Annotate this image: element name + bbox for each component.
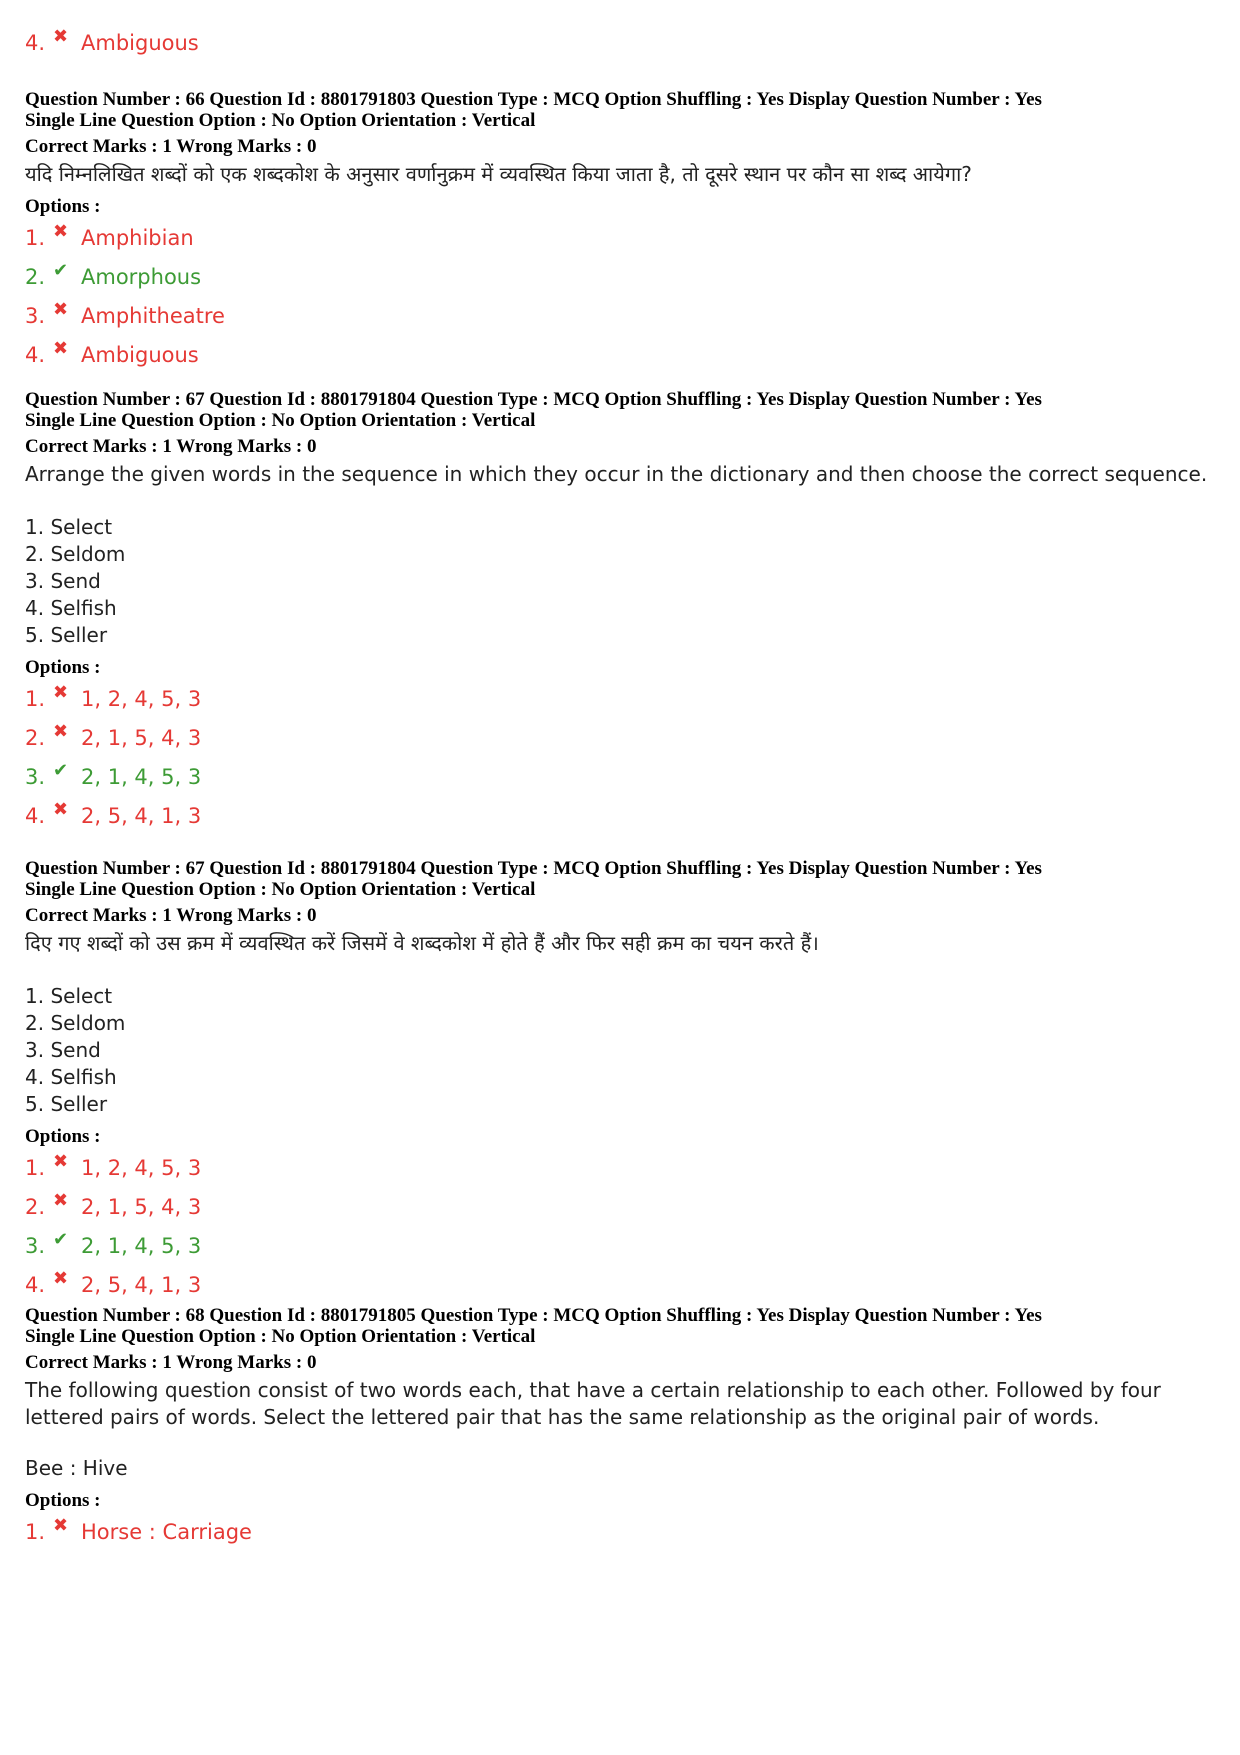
question-text: यदि निम्नलिखित शब्दों को एक शब्दकोश के अनुसार वर्णानुक्रम में व्यवस्थित किया जाता है, तो दूसरे स्थान पर कौन सा शब्द आयेगा? [25, 162, 972, 186]
cross-icon: ✖ [53, 1268, 69, 1289]
cross-icon: ✖ [53, 1151, 69, 1172]
options-label: Options : [25, 1490, 101, 1511]
question-meta-line: Question Number : 67 Question Id : 8801791804 Question Type : MCQ Option Shuffling : Yes Display Question Number : Yes [25, 858, 1042, 879]
option-text: Amorphous [81, 265, 202, 289]
word-list-item: 5. Seller [25, 623, 108, 647]
options-list [25, 1153, 1215, 1300]
cross-icon: ✖ [53, 682, 69, 703]
option-text: 2, 1, 4, 5, 3 [81, 765, 202, 789]
cross-icon: ✖ [53, 799, 69, 820]
option-item [25, 28, 199, 58]
options-label: Options : [25, 657, 101, 678]
question-block [25, 89, 1215, 379]
option-item [25, 723, 1215, 753]
option-item [25, 262, 1215, 292]
word-list-item: 3. Send [25, 1038, 101, 1062]
options-list [25, 684, 1215, 831]
option-number: 2. [25, 726, 46, 750]
cross-icon: ✖ [53, 721, 69, 742]
option-item [25, 1153, 1215, 1183]
option-item [25, 1192, 1215, 1222]
options-list [25, 223, 1215, 370]
marks-line: Correct Marks : 1 Wrong Marks : 0 [25, 905, 317, 926]
marks-line: Correct Marks : 1 Wrong Marks : 0 [25, 436, 317, 457]
option-number: 1. [25, 1520, 46, 1544]
options-label: Options : [25, 1126, 101, 1147]
word-list-item: 1. Select [25, 984, 113, 1008]
cross-icon: ✖ [53, 1190, 69, 1211]
question-block [25, 1305, 1215, 1556]
option-text: Ambiguous [81, 31, 199, 55]
option-number: 4. [25, 31, 46, 55]
word-list-item: 1. Select [25, 515, 113, 539]
check-icon: ✔ [53, 1229, 69, 1250]
check-icon: ✔ [53, 260, 69, 281]
cross-icon: ✖ [53, 26, 69, 47]
question-meta-line: Single Line Question Option : No Option Orientation : Vertical [25, 410, 536, 431]
question-meta-line: Question Number : 68 Question Id : 8801791805 Question Type : MCQ Option Shuffling : Yes Display Question Number : Yes [25, 1305, 1042, 1326]
question-meta-line: Question Number : 66 Question Id : 8801791803 Question Type : MCQ Option Shuffling : Yes Display Question Number : Yes [25, 89, 1042, 110]
option-text: 1, 2, 4, 5, 3 [81, 687, 202, 711]
option-number: 4. [25, 804, 46, 828]
option-text: Amphibian [81, 226, 194, 250]
word-list-item: 3. Send [25, 569, 101, 593]
word-list-item: 2. Seldom [25, 542, 126, 566]
option-text: Amphitheatre [81, 304, 225, 328]
word-list-item: 4. Selfish [25, 596, 117, 620]
option-text: 2, 5, 4, 1, 3 [81, 1273, 202, 1297]
option-item [25, 340, 1215, 370]
cross-icon: ✖ [53, 338, 69, 359]
question-text: Arrange the given words in the sequence in which they occur in the dictionary and then choose the correct sequence. [25, 462, 1208, 486]
option-text: Horse : Carriage [81, 1520, 252, 1544]
question-meta-line: Single Line Question Option : No Option Orientation : Vertical [25, 879, 536, 900]
word-list-item: 5. Seller [25, 1092, 108, 1116]
option-number: 2. [25, 1195, 46, 1219]
option-item [25, 301, 1215, 331]
option-text: Ambiguous [81, 343, 199, 367]
word-list-item: 2. Seldom [25, 1011, 126, 1035]
option-number: 3. [25, 304, 46, 328]
cross-icon: ✖ [53, 221, 69, 242]
question-text: The following question consist of two words each, that have a certain relationship to each other. Followed by four lettered pairs of words. Select the lettered pair that has the same relationship as the original pair of words. [25, 1378, 1161, 1429]
option-number: 4. [25, 343, 46, 367]
option-text: 2, 1, 5, 4, 3 [81, 1195, 202, 1219]
option-text: 2, 1, 5, 4, 3 [81, 726, 202, 750]
option-text: 2, 5, 4, 1, 3 [81, 804, 202, 828]
option-number: 1. [25, 226, 46, 250]
option-text: 2, 1, 4, 5, 3 [81, 1234, 202, 1258]
option-item [25, 223, 1215, 253]
option-item [25, 1231, 1215, 1261]
option-item [25, 762, 1215, 792]
option-number: 4. [25, 1273, 46, 1297]
options-label: Options : [25, 196, 101, 217]
check-icon: ✔ [53, 760, 69, 781]
options-list [25, 1517, 1215, 1547]
word-list-item: 4. Selfish [25, 1065, 117, 1089]
option-item [25, 1517, 1215, 1547]
option-text: 1, 2, 4, 5, 3 [81, 1156, 202, 1180]
option-item [25, 1270, 1215, 1300]
question-text: दिए गए शब्दों को उस क्रम में व्यवस्थित करें जिसमें वे शब्दकोश में होते हैं और फिर सही क्रम का चयन करते हैं। [25, 931, 819, 955]
word-list [25, 983, 1215, 1118]
cross-icon: ✖ [53, 1515, 69, 1536]
word-pair: Bee : Hive [25, 1456, 128, 1480]
word-list [25, 514, 1215, 649]
option-item [25, 801, 1215, 831]
question-meta-line: Single Line Question Option : No Option Orientation : Vertical [25, 1326, 536, 1347]
marks-line: Correct Marks : 1 Wrong Marks : 0 [25, 1352, 317, 1373]
question-block [25, 858, 1215, 1309]
question-block [25, 389, 1215, 840]
option-number: 1. [25, 687, 46, 711]
marks-line: Correct Marks : 1 Wrong Marks : 0 [25, 136, 317, 157]
option-number: 2. [25, 265, 46, 289]
question-meta-line: Question Number : 67 Question Id : 8801791804 Question Type : MCQ Option Shuffling : Yes Display Question Number : Yes [25, 389, 1042, 410]
option-item [25, 684, 1215, 714]
option-number: 1. [25, 1156, 46, 1180]
question-meta-line: Single Line Question Option : No Option Orientation : Vertical [25, 110, 536, 131]
option-number: 3. [25, 765, 46, 789]
option-number: 3. [25, 1234, 46, 1258]
cross-icon: ✖ [53, 299, 69, 320]
